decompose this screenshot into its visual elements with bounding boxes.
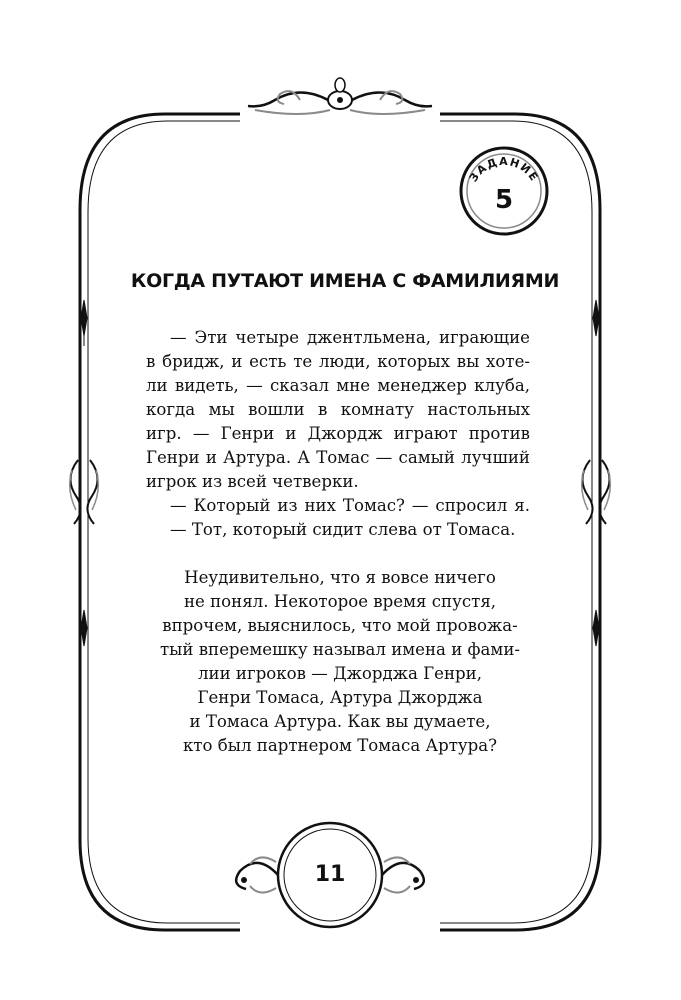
dialogue-line: в бридж, и есть те люди, которых вы хоте-	[146, 352, 530, 371]
badge-label: ЗАДАНИЕ	[466, 154, 542, 185]
badge-number: 5	[494, 185, 514, 215]
task-badge	[458, 145, 550, 237]
dialogue-line: игрок из всей четверки.	[146, 472, 359, 491]
closing-line: и Томаса Артура. Как вы думаете,	[189, 712, 491, 731]
closing-line: кто был партнером Томаса Артура?	[182, 736, 498, 755]
right-side-ornament	[582, 300, 611, 646]
dialogue-line: ли видеть, — сказал мне менеджер клуба,	[146, 376, 530, 395]
top-ornament	[248, 78, 432, 114]
closing-line: Генри Томаса, Артура Джорджа	[197, 688, 483, 707]
dialogue-line: — Который из них Томас? — спросил я.	[170, 496, 530, 515]
closing-line: впрочем, выяснилось, что мой провожа-	[162, 616, 518, 635]
dialogue-line: игр. — Генри и Джордж играют против	[146, 424, 530, 443]
left-side-ornament	[70, 300, 99, 646]
dialogue-line: когда мы вошли в комнату настольных	[146, 400, 530, 419]
dialogue-line: — Эти четыре джентльмена, играющие	[170, 328, 530, 347]
dialogue-line: Генри и Артура. А Томас — самый лучший	[146, 448, 530, 467]
page-number: 11	[314, 862, 346, 887]
page-title: КОГДА ПУТАЮТ ИМЕНА С ФАМИЛИЯМИ	[130, 270, 560, 292]
closing-line: лии игроков — Джорджа Генри,	[198, 664, 482, 683]
dialogue-line: — Тот, который сидит слева от Томаса.	[170, 520, 516, 539]
closing-line: не понял. Некоторое время спустя,	[183, 592, 497, 611]
closing-line: Неудивительно, что я вовсе ничего	[184, 568, 496, 587]
closing-line: тый вперемешку называл имена и фами-	[159, 640, 520, 659]
